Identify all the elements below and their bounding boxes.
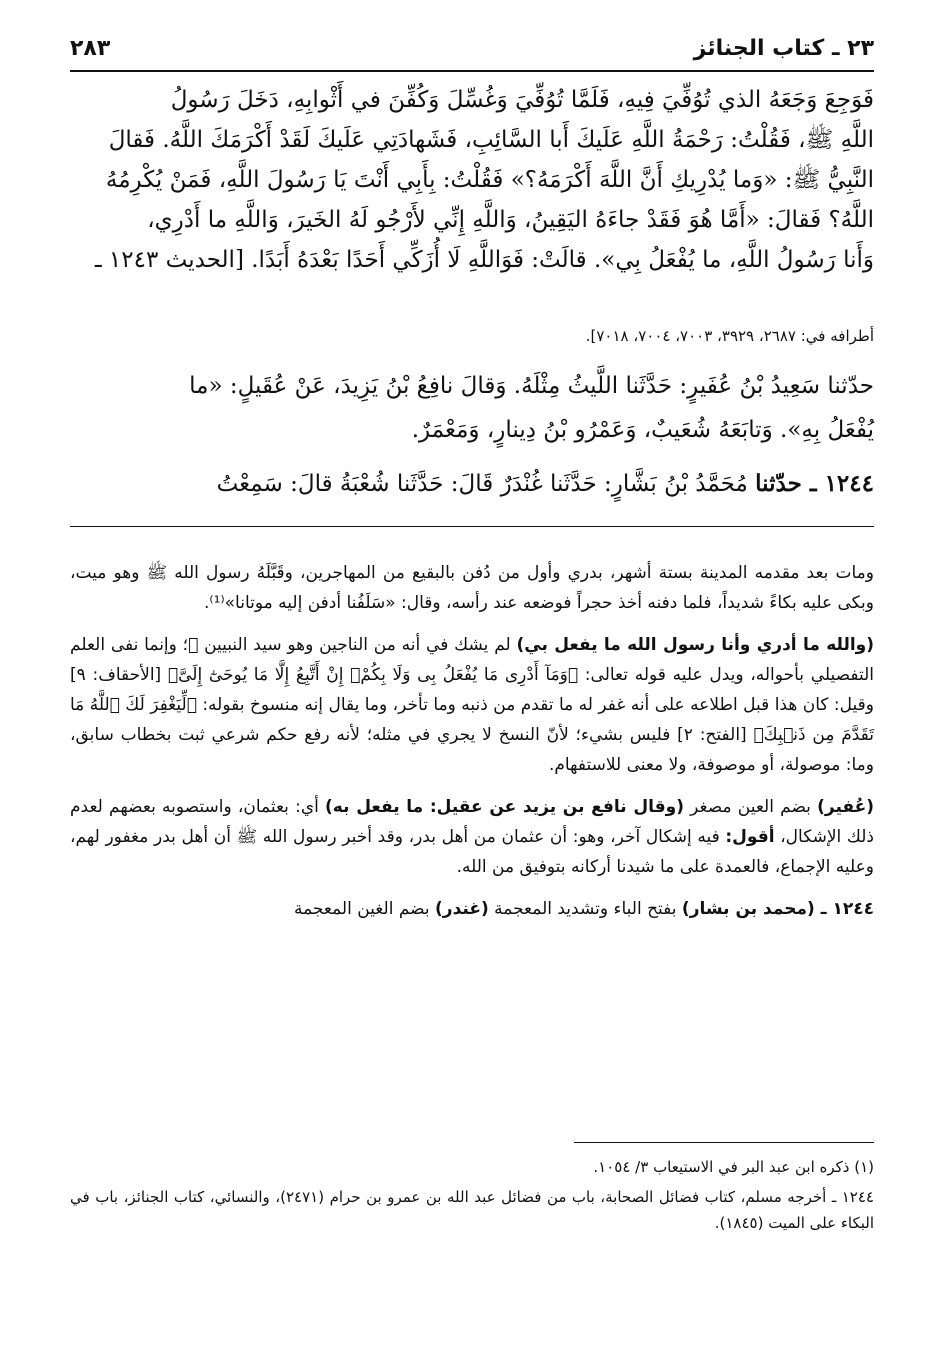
footnotes xyxy=(70,1154,874,1240)
commentary-lemma: (عُفير) xyxy=(817,797,875,817)
commentary-lemma: (والله ما أدري وأنا رسول الله ما يفعل بي) xyxy=(516,635,874,655)
hadith-line: وَأَنا رَسُولُ اللَّهِ، ما يُفْعَلُ بِي». قالَتْ: فَوَاللَّهِ لَا أُزَكِّي أَحَدًا بَعْدَهُ أَبَدًا. [الحديث ١٢٤٣ ـ xyxy=(94,247,874,273)
commentary-text: بضم الغين المعجمة xyxy=(293,899,436,919)
atraf-line: أطرافه في: ٢٦٨٧، ٣٩٢٩، ٧٠٠٣، ٧٠٠٤، ٧٠١٨]. xyxy=(585,327,874,345)
commentary-paragraph: ومات بعد مقدمه المدينة بستة أشهر، بدري وأول من دُفن بالبقيع من المهاجرين، وقَبَّلَهُ رسول الله ﷺ وهو ميت، وبكى عليه بكاءً شديداً، فلما دفنه أخذ حجراً فوضعه عند رأسه، وقال: «سَلَفُنا أدفن إليه موتانا»⁽¹⁾. xyxy=(70,563,874,613)
commentary-text: بضم العين مصغر xyxy=(683,797,818,817)
hadith-line: النَّبِيُّ ﷺ: «وَما يُدْرِيكِ أَنَّ اللَّهَ أَكْرَمَهُ؟» فَقُلْتُ: بِأَبِي أَنْتَ يَا رَسُولَ اللَّهِ، فَمَنْ يُكْرِمُهُ xyxy=(105,167,874,193)
chapter-title: ٢٣ ـ كتاب الجنائز xyxy=(693,35,874,61)
commentary-lemma: أقول: xyxy=(725,827,775,847)
footnote: ١٢٤٤ ـ أخرجه مسلم، كتاب فضائل الصحابة، باب من فضائل عبد الله بن عمرو بن حرام (٢٤٧١)، والنسائي، كتاب الجنائز، باب في البكاء على الميت (١٨٤٥). xyxy=(70,1188,874,1232)
commentary-lemma: (وقال نافع بن يزيد عن عقيل: ما يفعل به) xyxy=(325,797,684,817)
hadith-line: اللَّهِ ﷺ، فَقُلْتُ: رَحْمَةُ اللَّهِ عَلَيكَ أَبا السَّائِبِ، فَشَهادَتِي عَلَيكَ لَقَدْ أَكْرَمَكَ اللَّهُ. فَقالَ xyxy=(108,127,874,153)
page-number: ٢٨٣ xyxy=(70,35,111,61)
hadith-number: ١٢٤٤ ـ حدّثنا xyxy=(755,470,874,497)
sanad-line: يُفْعَلُ بِهِ». وَتابَعَهُ شُعَيبٌ، وَعَمْرُو بْنُ دِينارٍ، وَمَعْمَرٌ. xyxy=(411,417,874,443)
footnote-divider xyxy=(574,1142,874,1143)
hadith-text xyxy=(70,80,874,280)
sanad-text xyxy=(70,366,874,454)
next-hadith xyxy=(70,464,874,504)
commentary-lemma: (غندر) xyxy=(435,899,489,919)
sanad-line: حدّثنا سَعِيدُ بْنُ عُفَيرٍ: حَدَّثَنا اللَّيثُ مِثْلَهُ. وَقالَ نافِعُ بْنُ يَزِيدَ، عَنْ عُقَيلٍ: «ما xyxy=(189,373,874,399)
commentary-text: لم يشك في أنه من الناجين وهو سيد النبيين ﷺ؛ وإنما نفى العلم التفصيلي بأحواله، ويدل عليه قوله تعالى: ﴿وَمَآ أَدْرِى مَا يُفْعَلُ بِى وَلَا بِكُمْۖ إِنْ أَتَّبِعُ إِلَّا مَا يُوحَىٰٓ إِلَىَّ﴾ [الأحقاف: ٩] وقيل: كان هذا قبل اطلاعه على أنه غفر له ما تقدم من ذنبه وما تأخر، وما يقال إنه منسوخ بقوله: ﴿لِّيَغْفِرَ لَكَ ٱللَّهُ مَا تَقَدَّمَ مِن ذَنۢبِكَ﴾ [الفتح: ٢] فليس بشيء؛ لأنّ النسخ لا يجري في مثله؛ لأنه رفع حكم شرعي ثبت بخطاب سابق، وما: موصولة، أو موصوفة، ولا معنى للاستفهام. xyxy=(70,635,875,775)
commentary-paragraph xyxy=(70,792,874,882)
commentary-paragraph xyxy=(70,894,874,924)
commentary xyxy=(70,558,874,936)
page-header xyxy=(70,26,874,72)
footnote: (١) ذكره ابن عبد البر في الاستيعاب ٣/ ١٠٥٤. xyxy=(593,1158,874,1176)
commentary-text: بفتح الباء وتشديد المعجمة xyxy=(488,899,682,919)
commentary-text: فيه إشكال آخر، وهو: أن عثمان من أهل بدر، وقد أخبر رسول الله ﷺ أن أهل بدر مغفور لهم، وعليه الإجماع، فالعمدة على ما شيدنا أركانه بتوفيق من الله. xyxy=(70,827,874,877)
commentary-lemma: ١٢٤٤ ـ (محمد بن بشار) xyxy=(681,899,874,919)
commentary-text: أي: بعثمان، واستصوبه بعضهم لعدم ذلك الإشكال، xyxy=(70,797,874,847)
main-divider xyxy=(70,526,874,527)
hadith-opening: مُحَمَّدُ بْنُ بَشَّارٍ: حَدَّثَنا غُنْدَرٌ قَالَ: حَدَّثَنا شُعْبَةُ قالَ: سَمِعْتُ xyxy=(216,471,748,497)
hadith-line: اللَّهُ؟ فَقالَ: «أَمَّا هُوَ فَقَدْ جاءَهُ اليَقِينُ، وَاللَّهِ إِنِّي لأَرْجُو لَهُ الخَيرَ، وَاللَّهِ ما أَدْرِي، xyxy=(147,207,874,233)
hadith-line: فَوَجِعَ وَجَعَهُ الذي تُوُفِّيَ فِيهِ، فَلَمَّا تُوُفِّيَ وَغُسِّلَ وَكُفِّنَ في أَثْوابِهِ، دَخَلَ رَسُولُ xyxy=(170,87,874,113)
commentary-paragraph xyxy=(70,630,874,780)
